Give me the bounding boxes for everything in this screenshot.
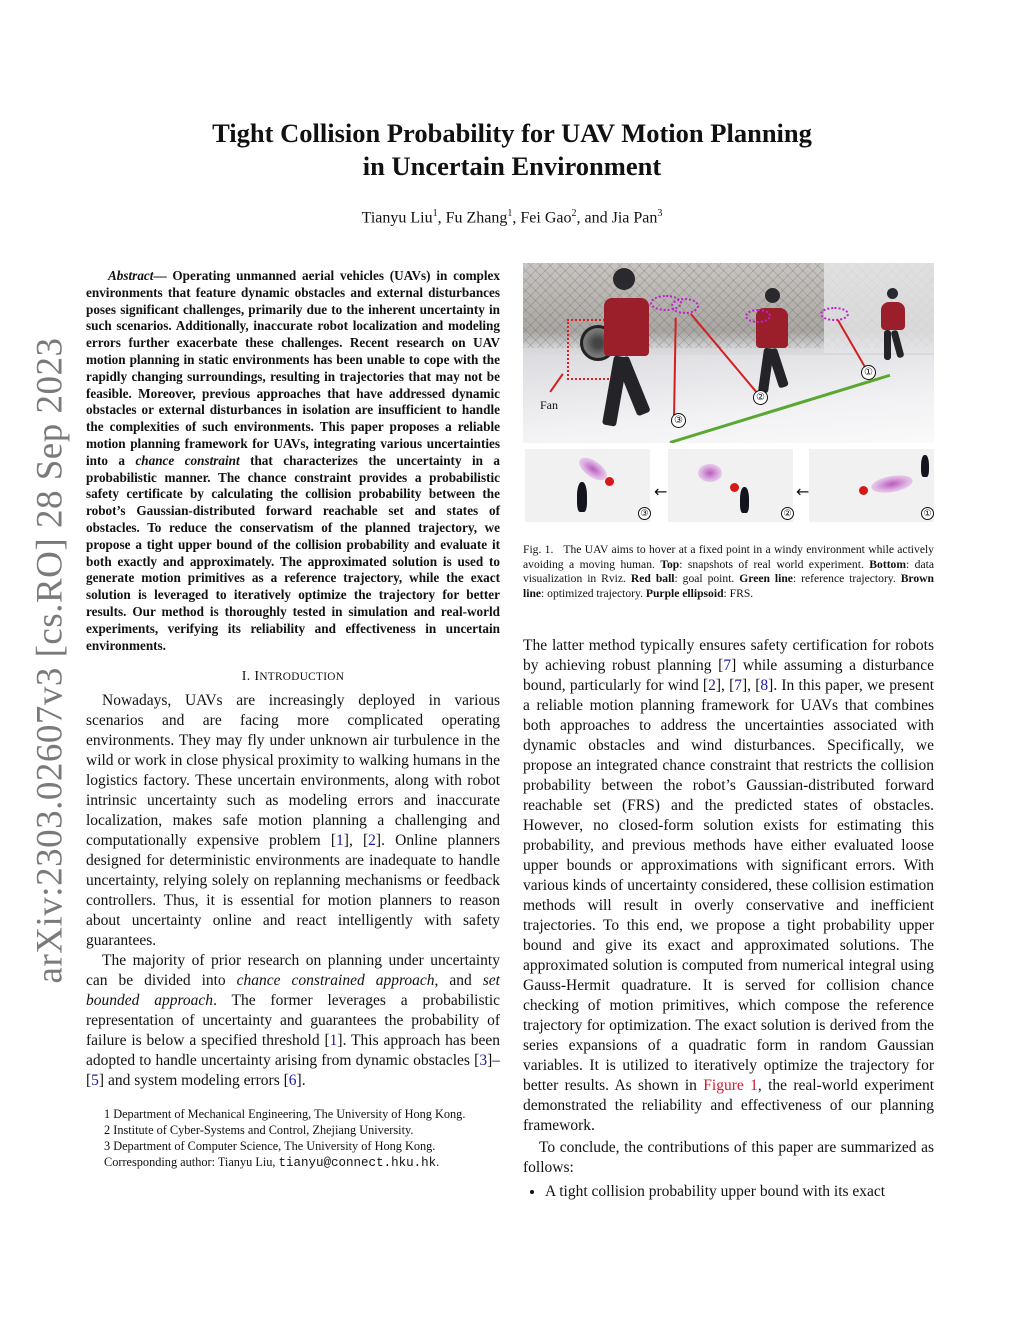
- author-affiliation: 2: [571, 208, 577, 219]
- human-obstacle-icon: [577, 482, 587, 512]
- intro-paragraph-4: To conclude, the contributions of this paper are summarized as follows:: [523, 1139, 934, 1176]
- left-column: [86, 268, 500, 1172]
- uav-frs-ellipse-1: [820, 307, 849, 321]
- paragraph-text: The latter method typically ensures safety certification for robots by achieving robust planning: [523, 637, 934, 674]
- sequence-arrow-icon: ←: [654, 482, 668, 501]
- caption-term: Brown line: [523, 572, 934, 600]
- uav-frs-ellipse-2: [745, 309, 771, 323]
- rviz-marker-1: ①: [921, 507, 934, 520]
- intro-paragraph-3: The latter method typically ensures safety certification for robots by achieving robust planning [7] while assuming a disturbance bound, particularly for wind [2], [7], [8]. In this paper, we present a reliable motion planning framework for UAVs that combines both approaches to address the uncertainties associated with dynamic obstacles and wind disturbances. Specifically, we propose an integrated chance constraint that restricts the collision probability between the robot’s Gaussian-distributed forward reachable set (FRS) and the predicted states of obstacles. However, no closed-form solution exists for estimating this probability, and previous methods have either evaluated loose upper bounds or approximations with significant errors. With various kinds of uncertainty considered, these collision estimation methods will result in overly conservative and inefficient trajectories. To this end, we propose a tight probability upper bound and give its exact and approximated solutions. The approximated solution is computed from numerical integral using Gauss-Hermit quadrature. It is served for collision chance checking of motion primitives, which compose the reference trajectory for optimization. The exact solution is derived from the series expansions of a quadratic form in random Gaussian variables. It is utilized to iteratively optimize the trajectory for better results. As shown in Figure 1, the real-world experiment demonstrated the reliability and effectiveness of our planning framework.: [523, 637, 935, 1134]
- goal-point: [605, 477, 614, 486]
- title-line-2: in Uncertain Environment: [362, 151, 662, 181]
- punctuation: .: [436, 1154, 440, 1169]
- contributions-list: [523, 1182, 934, 1202]
- paragraph-text: , the real-world experiment demonstrated the reliability and effectiveness of our planning framework.: [523, 1077, 935, 1134]
- right-column: [523, 636, 934, 1202]
- rviz-panel-3: [525, 449, 650, 522]
- goal-point: [859, 486, 868, 495]
- abstract: [86, 268, 500, 654]
- emphasis-text: set bounded approach: [86, 972, 500, 1010]
- abstract-emphasis: chance constraint: [135, 452, 240, 468]
- abstract-text: that characterizes the uncertainty in a probabilistic manner. The chance constraint provides a probabilistic safety certificate by calculating the collision probability between the robot’s Gaussian-distributed forward reachable set and states of obstacles. To reduce the conservatism of the planned trajectory, we propose a tight upper bound of the collision probability and evaluate it both exactly and approximately. The approximated solution is used to generate motion primitives as a reference trajectory, while the exact solution is leveraged to iteratively optimize the trajectory for better results. Our method is thoroughly tested in simulation and real-world experiments, verifying its reliability and effectiveness in uncertain environments.: [86, 452, 500, 653]
- author-affiliation: 1: [507, 208, 513, 219]
- section-heading-introduction: [86, 669, 500, 685]
- paragraph-text: Nowadays, UAVs are increasingly deployed in various scenarios and are facing more complicated operating environments. They may fly under unknown air turbulence in the wild or work in close physical proximity to walking humans in the logistics factory. These uncertain environments, along with robot intrinsic uncertainty such as modeling errors and inaccurate localization, makes safe motion planning a challenging and computationally expensive problem: [86, 692, 500, 850]
- author-name: Fei Gao: [520, 209, 572, 227]
- abstract-label: Abstract: [108, 268, 154, 283]
- uav-frs-ellipse-3b: [671, 298, 699, 314]
- figure-photo-real-world-experiment: [523, 263, 934, 443]
- figure-caption: [523, 543, 934, 601]
- paragraph-text: . In this paper, we present a reliable motion planning framework for UAVs that combines both approaches to address the uncertainties associated with dynamic obstacles and wind disturbances. Specifically, we propose an integrated chance constraint that restricts the collision probability between the robot’s Gaussian-distributed forward reachable set (FRS) and the predicted states of obstacles. However, no closed-form solution exists for estimating this probability, and previous methods have either evaluated loose upper bounds or approximations with significant errors. With various kinds of uncertainty considered, these collision estimation methods will result in overly conservative and inefficient trajectories. To this end, we propose a tight probability upper bound and give its exact and approximated solutions. The approximated solution is computed from numerical integral using Gauss-Hermit quadrature. It is served for collision chance checking of motion primitives, which compose the reference trajectory for optimization. The exact solution is derived from the series expansions of a quadratic form in random Gaussian variables. It is utilized to iteratively optimize the trajectory for better results. As shown in: [523, 677, 934, 1094]
- citation-link[interactable]: 2: [708, 677, 716, 694]
- caption-text: : optimized trajectory.: [541, 586, 646, 600]
- citation-link[interactable]: 2: [368, 832, 376, 850]
- footnote-corresponding-author: [104, 1155, 500, 1172]
- author-name: Tianyu Liu: [361, 209, 433, 227]
- person-torso: [604, 298, 649, 356]
- caption-text: : reference trajectory.: [792, 572, 901, 586]
- paragraph-text: and system modeling errors: [104, 1072, 284, 1090]
- citation-link[interactable]: 7: [734, 677, 742, 694]
- snapshot-marker-1: ①: [861, 365, 876, 380]
- person-head: [613, 268, 635, 290]
- author-separator: ,: [512, 209, 521, 227]
- corresponding-label: Corresponding author: Tianyu Liu,: [104, 1154, 279, 1169]
- emphasis-text: chance constrained approach: [236, 972, 435, 990]
- caption-term: Red ball: [630, 572, 675, 586]
- paper-title: [150, 117, 874, 183]
- caption-label: Fig. 1.: [523, 543, 554, 556]
- paragraph-text: , and: [434, 972, 483, 990]
- frs-ellipsoid: [698, 464, 722, 482]
- person-snapshot-3: [598, 268, 668, 438]
- author-list: [150, 208, 874, 227]
- citation-link[interactable]: 8: [760, 677, 769, 694]
- section-number: I.: [241, 669, 255, 685]
- caption-term: Bottom: [869, 557, 907, 571]
- person-legs: [884, 330, 891, 360]
- frs-ellipsoid: [870, 472, 914, 495]
- author-affiliation: 1: [432, 208, 438, 219]
- person-head: [765, 288, 780, 303]
- caption-text: : FRS.: [723, 586, 754, 600]
- intro-paragraph-1: Nowadays, UAVs are increasingly deployed in various scenarios and are facing more complicated operating environments. They may fly under unknown air turbulence in the wild or work in close physical proximity to walking humans in the logistics factory. These uncertain environments, along with robot intrinsic uncertainty such as modeling errors and inaccurate localization, makes safe motion planning a challenging and computationally expensive problem [1], [2]. Online planners designed for deterministic environments are inadequate to handle uncertainty, relying solely on replanning mechanisms or feedback controllers. Thus, it is essential for motion planners to reason about uncertainty online and react intelligently with safety guarantees.: [86, 692, 501, 950]
- footnote-affiliation-3: 3 Department of Computer Science, The University of Hong Kong.: [104, 1138, 436, 1153]
- sequence-arrow-icon: ←: [796, 482, 810, 501]
- citation-link[interactable]: 5: [91, 1072, 99, 1090]
- range-dash: –: [492, 1052, 500, 1070]
- corresponding-email: tianyu@connect.hku.hk: [278, 1155, 437, 1170]
- snapshot-marker-2: ②: [753, 390, 768, 405]
- human-obstacle-icon: [740, 487, 749, 513]
- intro-paragraph-2: The majority of prior research on planning under uncertainty can be divided into chance constrained approach, and set bounded approach. The former leverages a probabilistic representation of uncertainty and guarantees the probability of failure is below a specified threshold [1]. This approach has been adopted to handle uncertainty arising from dynamic obstacles [3]–[5] and system modeling errors [6].: [86, 952, 501, 1090]
- paragraph-text: while assuming a disturbance bound, particularly for wind: [523, 657, 934, 694]
- caption-text: The UAV aims to hover at a fixed point in a windy environment while actively avoiding a moving human.: [523, 543, 934, 571]
- rviz-panel-1: [809, 449, 934, 522]
- citation-link[interactable]: 7: [723, 657, 732, 674]
- arxiv-identifier: arXiv:2303.02607v3 [cs.RO] 28 Sep 2023: [29, 337, 71, 983]
- title-line-1: Tight Collision Probability for UAV Motion Planning: [212, 118, 812, 148]
- paragraph-text: . The former leverages a probabilistic representation of uncertainty and guarantees the probability of failure is below a specified threshold: [86, 992, 501, 1050]
- author-separator: ,: [437, 209, 446, 227]
- citation-link[interactable]: 1: [329, 1032, 338, 1050]
- rviz-marker-2: ②: [781, 507, 794, 520]
- caption-text: : snapshots of real world experiment.: [679, 557, 870, 571]
- figure-reference-link[interactable]: Figure 1: [703, 1077, 758, 1094]
- abstract-text: Operating unmanned aerial vehicles (UAVs) in complex environments that feature dynamic obstacles and external disturbances poses significant challenges, primarily due to the inherent uncertainty in such scenarios. Additionally, inaccurate robot localization and modeling errors further exacerbate these challenges. Recent research on UAV motion planning in static environments has been unable to cope with the rapidly changing surroundings, resulting in trajectories that may not be feasible. Moreover, previous approaches that have addressed dynamic obstacles or external disturbances in isolation are insufficient to handle the complexities of such environments. This paper proposes a reliable motion planning framework for UAVs, integrating various uncertainties into a: [86, 268, 500, 468]
- caption-text: : data visualization in Rviz.: [523, 557, 934, 586]
- person-head: [887, 288, 898, 299]
- section-title-rest: NTRODUCTION: [259, 671, 345, 684]
- footnote-affiliation-2: 2 Institute of Cyber-Systems and Control, Zhejiang University.: [104, 1123, 414, 1138]
- footnotes: [86, 1107, 500, 1171]
- author-affiliation: 3: [657, 208, 663, 219]
- contribution-item: • A tight collision probability upper bound with its exact: [545, 1182, 934, 1202]
- paragraph-text: . This approach has been adopted to handle uncertainty arising from dynamic obstacles: [86, 1032, 500, 1070]
- author-name: Fu Zhang: [445, 209, 508, 227]
- paragraph-text: The majority of prior research on planning under uncertainty can be divided into: [86, 952, 500, 990]
- person-legs: [890, 330, 904, 359]
- caption-term: Green line: [739, 572, 793, 586]
- citation-link[interactable]: 1: [336, 832, 344, 850]
- snapshot-marker-3: ③: [671, 413, 686, 428]
- rviz-panel-2: [668, 449, 793, 522]
- author-name: Jia Pan: [611, 209, 658, 227]
- author-separator: , and: [576, 209, 612, 227]
- person-snapshot-1: [878, 288, 914, 368]
- caption-term: Purple ellipsoid: [645, 586, 724, 600]
- citation-link[interactable]: 3: [479, 1052, 488, 1070]
- section-title-initial: I: [254, 669, 260, 685]
- figure-rviz-visualization: [523, 449, 934, 527]
- abstract-dash: —: [153, 268, 167, 283]
- footnote-affiliation-1: 1 Department of Mechanical Engineering, The University of Hong Kong.: [104, 1107, 466, 1122]
- fan-label: Fan: [540, 398, 558, 412]
- citation-link[interactable]: 6: [288, 1072, 297, 1090]
- figure-1: [523, 263, 934, 601]
- paragraph-text: .: [301, 1072, 306, 1090]
- paragraph-text: . Online planners designed for deterministic environments are inadequate to handle uncertainty, relying solely on replanning mechanisms or feedback controllers. Thus, it is essential for motion planners to reason about uncertainty online and react intelligently with safety guarantees.: [86, 832, 501, 950]
- human-obstacle-icon: [921, 455, 929, 477]
- rviz-marker-3: ③: [638, 507, 651, 520]
- caption-term: Top: [660, 557, 680, 571]
- goal-point: [730, 483, 739, 492]
- caption-text: : goal point.: [674, 572, 740, 586]
- arxiv-stamp: [20, 337, 80, 983]
- person-torso: [881, 302, 905, 330]
